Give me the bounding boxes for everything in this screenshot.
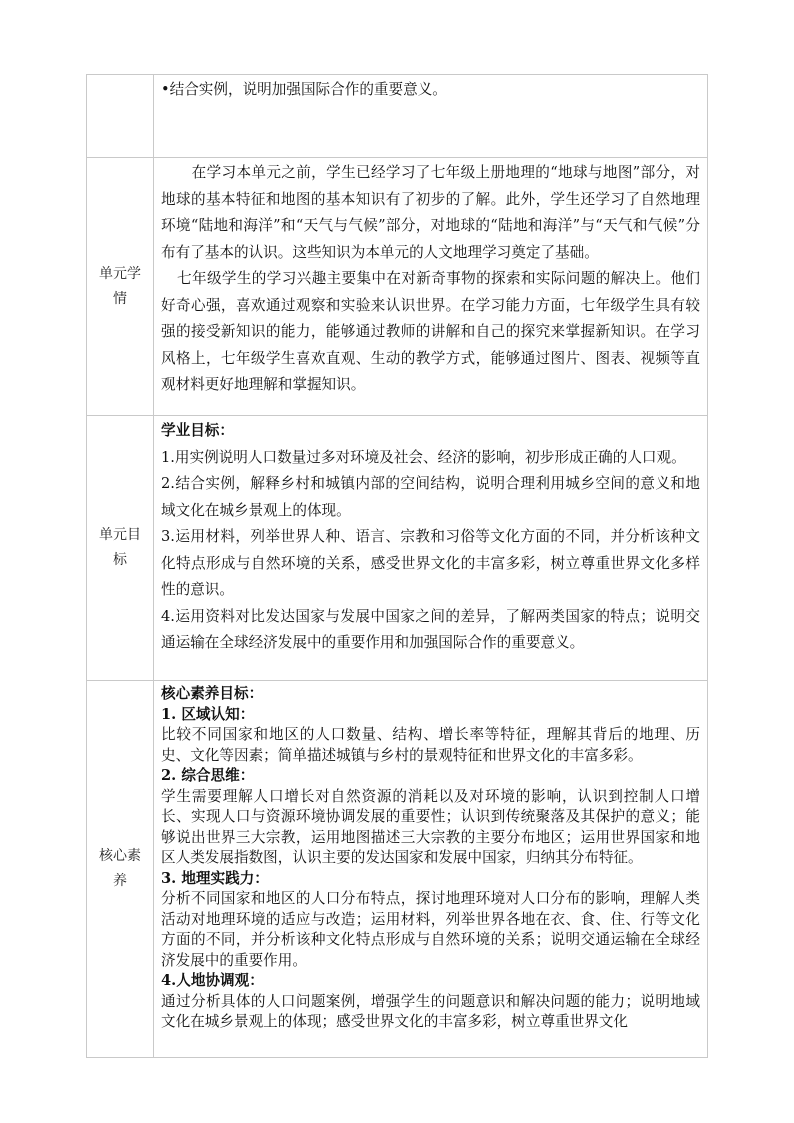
subsection-text: 学生需要理解人口增长对自然资源的消耗以及对环境的影响，认识到控制人口增长、实现人口与资源环境协调发展的重要性；认识到传统聚落及其保护的意义；能够说出世界三大宗教，运用地图描述三大宗教的主要分布地区；运用世界国家和地区人类发展指数图，认识主要的发达国家和发展中国家，归纳其分布特征。 [161,787,700,866]
subsection-text: 通过分析具体的人口问题案例，增强学生的问题意识和解决问题的能力；说明地域文化在城乡景观上的体现；感受世界文化的丰富多彩，树立尊重世界文化 [161,992,700,1030]
goal-item: 4.运用资料对比发达国家与发展中国家之间的差异，了解两类国家的特点；说明交通运输在全球经济发展中的重要作用和加强国际合作的重要意义。 [161,607,700,651]
table-row-cooperation [87,75,708,158]
row-content-core-literacy [154,681,708,1058]
section-heading: 学业目标： [161,422,234,439]
subsection-text: 分析不同国家和地区的人口分布特点，探讨地理环境对人口分布的影响，理解人类活动对地理环境的适应与改造；运用材料，列举世界各地在衣、食、住、行等文化方面的不同，并分析该种文化特点形成与自然环境的关系；说明交通运输在全球经济发展中的重要作用。 [161,890,700,969]
section-heading: 核心素养目标： [161,685,264,702]
goal-item: 1.用实例说明人口数量过多对环境及社会、经济的影响，初步形成正确的人口观。 [161,448,686,466]
paragraph: 七年级学生的学习兴趣主要集中在对新奇事物的探索和实际问题的解决上。他们好奇心强，喜欢通过观察和实验来认识世界。在学习能力方面，七年级学生具有较强的接受新知识的能力，能够通过教师的讲解和自己的探究来掌握新知识。在学习风格上，七年级学生喜欢直观、生动的教学方式，能够通过图片、图表、视频等直观材料更好地理解和掌握知识。 [161,270,700,393]
subsection-text: 比较不同国家和地区的人口数量、结构、增长率等特征，理解其背后的地理、历史、文化等因素；简单描述城镇与乡村的景观特征和世界文化的丰富多彩。 [161,726,700,764]
row-label-student-situation: 单元学情 [87,158,154,416]
row-label-core-literacy: 核心素养 [87,681,154,1058]
subsection-title: 3. 地理实践力： [161,869,269,887]
paragraph: 在学习本单元之前，学生已经学习了七年级上册地理的“地球与地图”部分，对地球的基本特征和地图的基本知识有了初步的了解。此外，学生还学习了自然地理环境“陆地和海洋”和“天气与气候”部分，对地球的“陆地和海洋”与“天气和气候”分布有了基本的认识。这些知识为本单元的人文地理学习奠定了基础。 [161,164,700,261]
bullet-item: •结合实例，说明加强国际合作的重要意义。 [161,81,447,98]
table-row-student-situation [87,158,708,416]
row-label-unit-goals: 单元目标 [87,416,154,681]
row-content-student-situation [154,158,708,416]
goal-item: 3.运用材料，列举世界人种、语言、宗教和习俗等文化方面的不同，并分析该种文化特点形成与自然环境的关系，感受世界文化的丰富多彩，树立尊重世界文化多样性的意识。 [161,528,700,598]
row-label-empty [87,75,154,158]
table-row-core-literacy [87,681,708,1058]
goal-item: 2.结合实例，解释乡村和城镇内部的空间结构，说明合理利用城乡空间的意义和地域文化在城乡景观上的体现。 [161,475,700,519]
row-content-cooperation [154,75,708,158]
row-content-unit-goals [154,416,708,681]
table-row-unit-goals [87,416,708,681]
subsection-title: 4.人地协调观： [161,972,264,989]
subsection-title: 2. 综合思维： [161,767,255,784]
unit-plan-table [86,74,708,1058]
subsection-title: 1. 区域认知： [161,705,255,723]
